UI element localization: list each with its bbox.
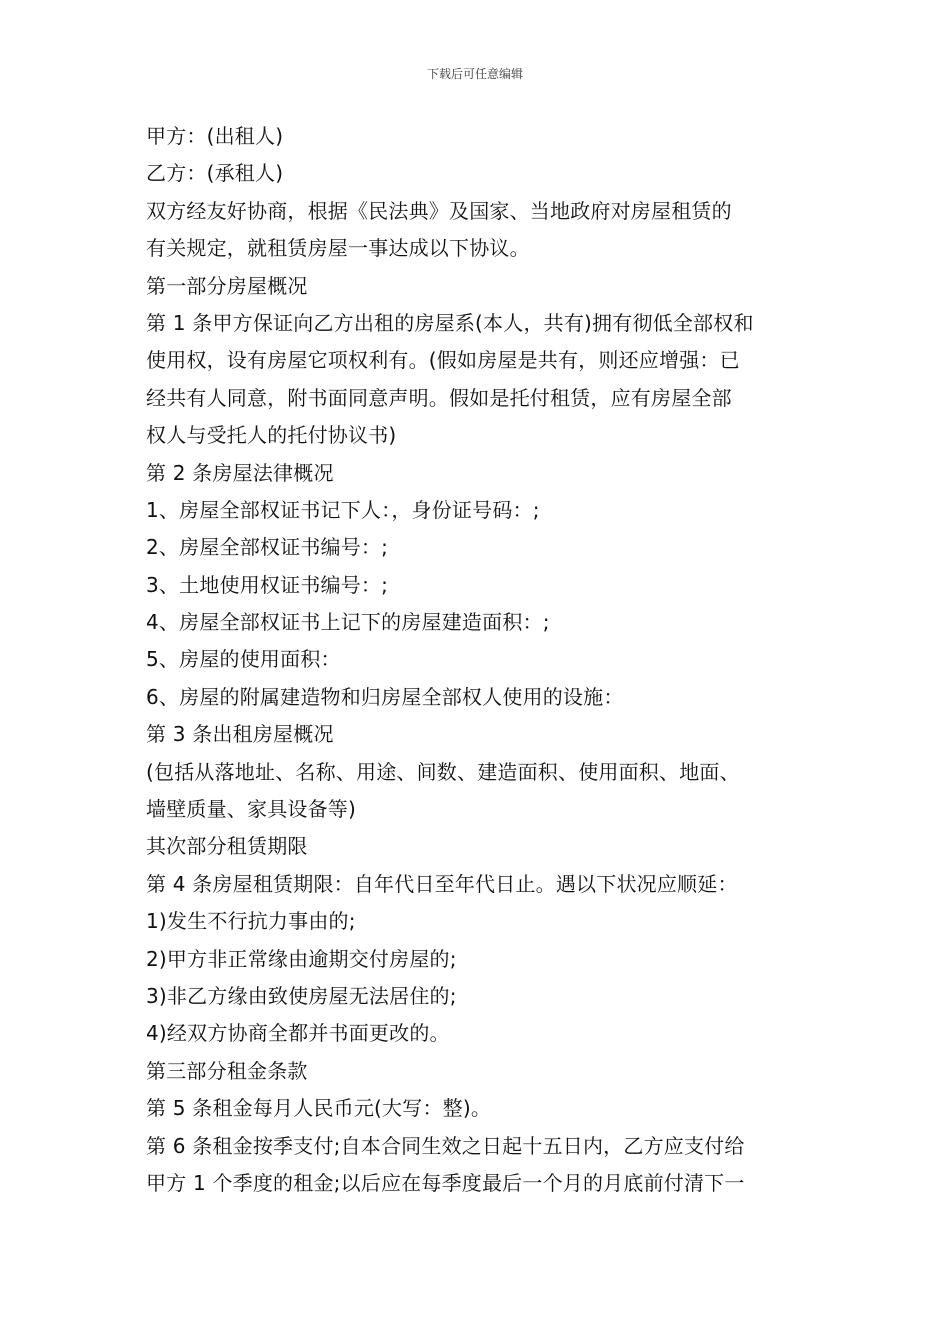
section-heading: 第一部分房屋概况 bbox=[146, 273, 308, 298]
article-heading: 第 3 条出租房屋概况 bbox=[146, 722, 334, 747]
page-header-note: 下载后可任意编辑 bbox=[426, 67, 523, 81]
list-item: 3)非乙方缘由致使房屋无法居住的; bbox=[146, 983, 457, 1008]
text-line: 乙方：(承租人) bbox=[146, 161, 284, 186]
text-line: 甲方 1 个季度的租金;以后应在每季度最后一个月的月底前付清下一 bbox=[146, 1170, 745, 1195]
text-line: 第 4 条房屋租赁期限：自年代日至年代日止。遇以下状况应顺延： bbox=[146, 871, 738, 896]
section-heading: 其次部分租赁期限 bbox=[146, 834, 308, 859]
text-line: 第 5 条租金每月人民币元(大写：整)。 bbox=[146, 1096, 492, 1121]
text-line: 有关规定，就租赁房屋一事达成以下协议。 bbox=[146, 236, 530, 261]
list-item: 2、房屋全部权证书编号：; bbox=[146, 535, 389, 560]
text-line: 权人与受托人的托付协议书) bbox=[146, 423, 397, 448]
document-body bbox=[146, 118, 810, 1202]
text-line: 墙壁质量、家具设备等) bbox=[146, 797, 357, 822]
text-line: 第 6 条租金按季支付;自本合同生效之日起十五日内，乙方应支付给 bbox=[146, 1133, 745, 1158]
text-line: 甲方：(出租人) bbox=[146, 124, 284, 148]
text-line: 经共有人同意，附书面同意声明。假如是托付租赁，应有房屋全部 bbox=[146, 385, 732, 410]
list-item: 1、房屋全部权证书记下人：，身份证号码：; bbox=[146, 497, 540, 522]
list-item: 2)甲方非正常缘由逾期交付房屋的; bbox=[146, 946, 457, 971]
article-heading: 第 2 条房屋法律概况 bbox=[146, 460, 334, 485]
text-line: 第 1 条甲方保证向乙方出租的房屋系(本人，共有)拥有彻低全部权和 bbox=[146, 310, 754, 335]
list-item: 1)发生不行抗力事由的; bbox=[146, 909, 356, 934]
list-item: 4、房屋全部权证书上记下的房屋建造面积：; bbox=[146, 610, 550, 635]
list-item: 3、土地使用权证书编号：; bbox=[146, 572, 389, 597]
text-line: 双方经友好协商，根据《民法典》及国家、当地政府对房屋租赁的 bbox=[146, 198, 732, 223]
list-item: 4)经双方协商全都并书面更改的。 bbox=[146, 1021, 450, 1046]
list-item: 5、房屋的使用面积： bbox=[146, 647, 341, 672]
text-line: (包括从落地址、名称、用途、间数、建造面积、使用面积、地面、 bbox=[146, 759, 740, 784]
list-item: 6、房屋的附属建造物和归房屋全部权人使用的设施： bbox=[146, 684, 624, 709]
text-line: 使用权，设有房屋它项权利有。(假如房屋是共有，则还应增强：已 bbox=[146, 348, 740, 373]
section-heading: 第三部分租金条款 bbox=[146, 1058, 308, 1083]
